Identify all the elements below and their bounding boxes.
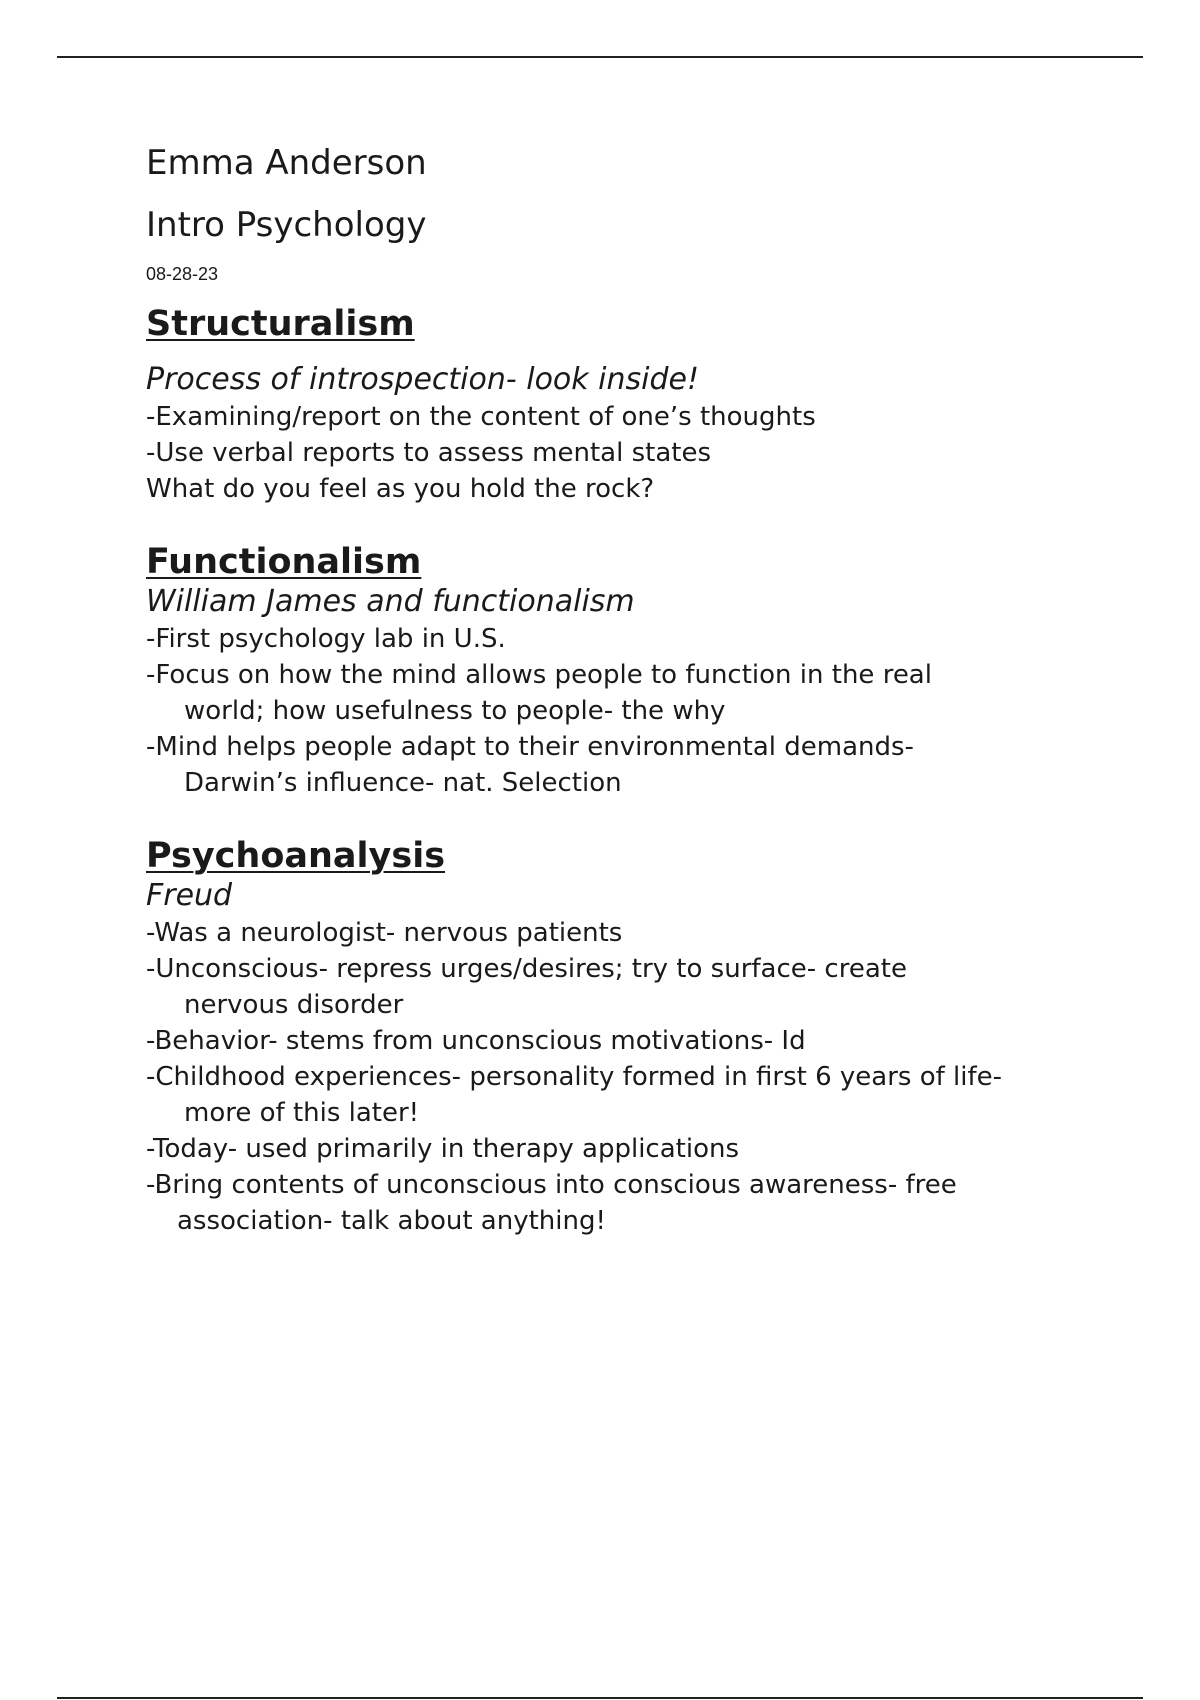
date-label: 08-28-23 [146, 264, 219, 284]
note-line: -Use verbal reports to assess mental states [146, 438, 712, 468]
functionalism-section [146, 541, 1106, 801]
note-line-continuation: more of this later! [184, 1098, 420, 1128]
section-subtitle: Freud [146, 878, 233, 913]
note-line: -Childhood experiences- personality formed in first 6 years of life- [146, 1062, 1003, 1092]
note-line: -Examining/report on the content of one’s thoughts [146, 402, 816, 432]
note-line: -Mind helps people adapt to their environmental demands- [146, 732, 914, 762]
note-line: -Was a neurologist- nervous patients [146, 918, 623, 948]
course-title: Intro Psychology [146, 205, 427, 245]
note-line: -First psychology lab in U.S. [146, 624, 506, 654]
note-line: -Behavior- stems from unconscious motivations- Id [146, 1026, 806, 1056]
section-title: Psychoanalysis [146, 836, 446, 876]
psychoanalysis-section [146, 835, 1106, 1239]
document-body [146, 143, 1106, 1239]
student-name: Emma Anderson [146, 143, 427, 183]
note-line: -Bring contents of unconscious into conscious awareness- free [146, 1170, 957, 1200]
note-line-continuation: association- talk about anything! [177, 1206, 606, 1236]
top-divider [57, 56, 1143, 58]
note-line-continuation: Darwin’s influence- nat. Selection [184, 768, 622, 798]
section-title: Functionalism [146, 542, 422, 582]
bottom-divider [57, 1697, 1143, 1699]
section-subtitle: Process of introspection- look inside! [146, 362, 700, 397]
section-subtitle: William James and functionalism [146, 584, 635, 619]
note-line-continuation: nervous disorder [184, 990, 404, 1020]
note-line-continuation: world; how usefulness to people- the why [184, 696, 726, 726]
note-line: -Unconscious- repress urges/desires; try to surface- create [146, 954, 907, 984]
note-line: -Focus on how the mind allows people to function in the real [146, 660, 932, 690]
note-line: What do you feel as you hold the rock? [146, 474, 655, 504]
note-line: -Today- used primarily in therapy applications [146, 1134, 740, 1164]
section-title: Structuralism [146, 304, 415, 344]
structuralism-section [146, 303, 1106, 507]
